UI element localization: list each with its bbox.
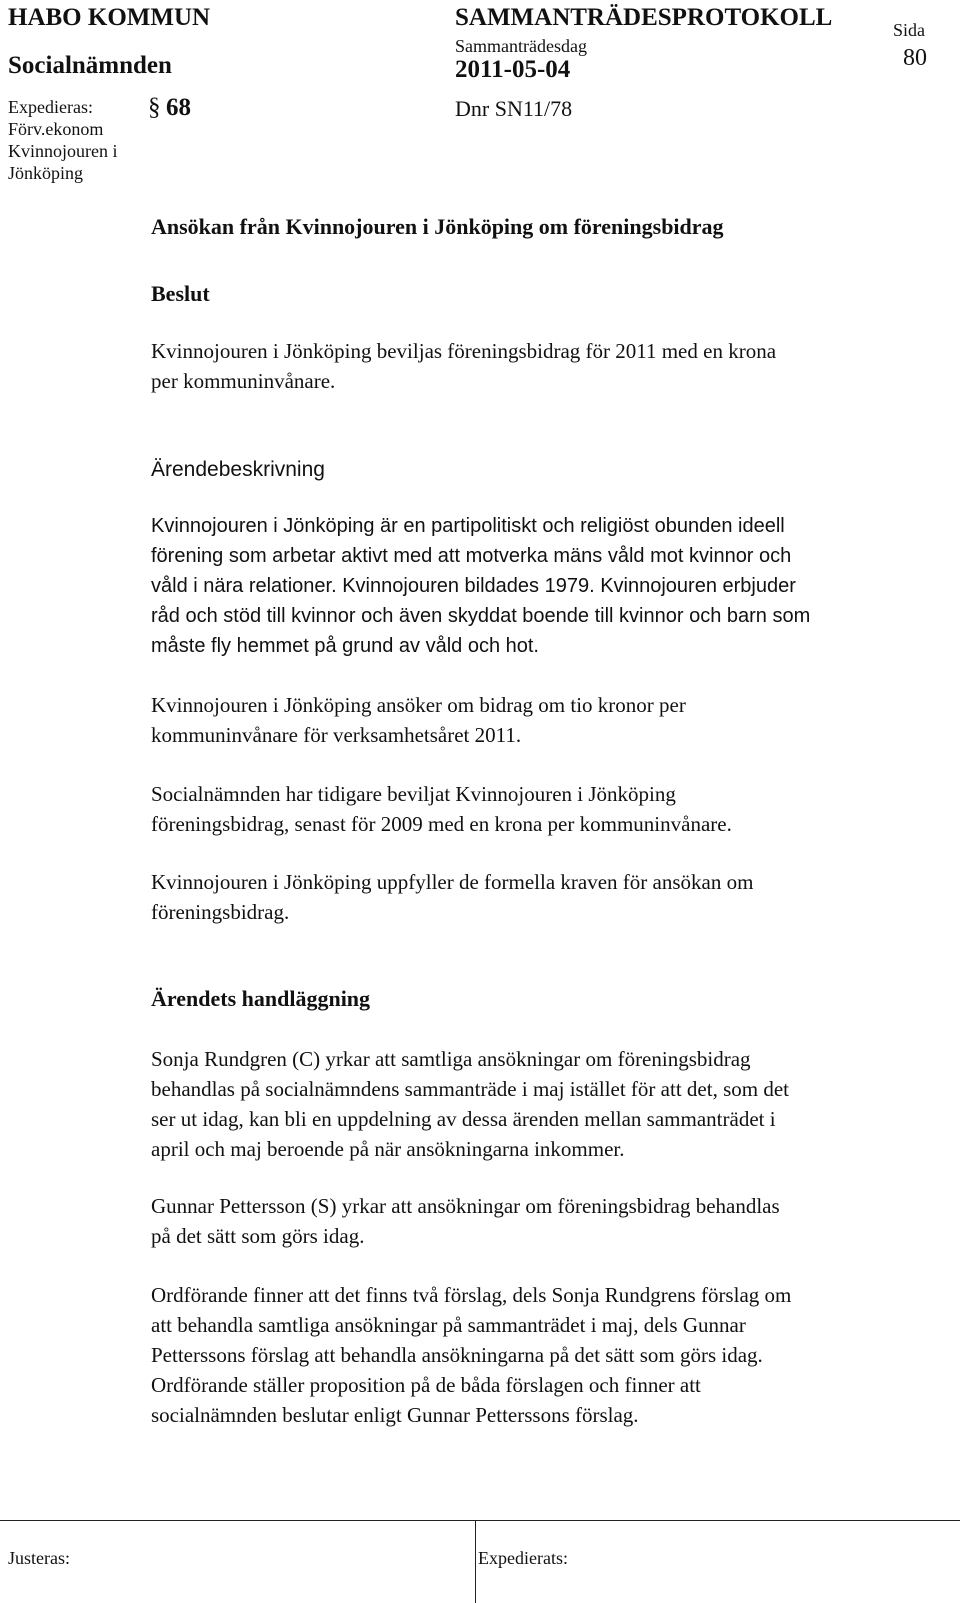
decision-heading: Beslut xyxy=(151,281,210,306)
text-line: våld i nära relationer. Kvinnojouren bildades 1979. Kvinnojouren erbjuder xyxy=(151,575,796,597)
text-line: ser ut idag, kan bli en uppdelning av dessa ärenden mellan sammanträdet i xyxy=(151,1107,776,1131)
handling-paragraph xyxy=(151,1280,941,1430)
text-line: per kommuninvånare. xyxy=(151,369,336,393)
text-line: socialnämnden beslutar enligt Gunnar Petterssons förslag. xyxy=(151,1403,639,1427)
recipient: Kvinnojouren i xyxy=(8,141,118,161)
committee-name: Socialnämnden xyxy=(8,52,172,79)
footer-divider xyxy=(0,1520,960,1521)
description-heading: Ärendebeskrivning xyxy=(151,458,325,481)
decision-text xyxy=(151,336,941,396)
recipient: Jönköping xyxy=(8,163,84,183)
case-title: Ansökan från Kvinnojouren i Jönköping om föreningsbidrag xyxy=(151,214,724,239)
description-paragraph xyxy=(151,779,941,839)
text-line: Kvinnojouren i Jönköping ansöker om bidrag om tio kronor per xyxy=(151,693,686,717)
section-symbol: § xyxy=(148,94,161,121)
text-line: behandlas på socialnämndens sammanträde i maj istället för att det, som det xyxy=(151,1077,789,1101)
text-line: förening som arbetar aktivt med att motverka mäns våld mot kvinnor och xyxy=(151,545,792,567)
description-paragraph xyxy=(151,690,941,750)
handling-paragraph xyxy=(151,1044,941,1164)
text-line: Kvinnojouren i Jönköping uppfyller de formella kraven för ansökan om xyxy=(151,870,754,894)
sent-to-label: Expedieras: xyxy=(8,97,93,117)
organization-name: HABO KOMMUN xyxy=(8,4,211,31)
text-line: Petterssons förslag att behandla ansökningarna på det sätt som görs idag. xyxy=(151,1343,763,1367)
sent-to-block xyxy=(8,96,118,184)
text-line: kommuninvånare för verksamhetsåret 2011. xyxy=(151,723,522,747)
checked-label: Justeras: xyxy=(8,1548,70,1568)
description-paragraph xyxy=(151,867,941,927)
text-line: Socialnämnden har tidigare beviljat Kvinnojouren i Jönköping xyxy=(151,782,676,806)
text-line: Ordförande ställer proposition på de båda förslagen och finner att xyxy=(151,1373,701,1397)
description-paragraph xyxy=(151,511,941,661)
text-line: på det sätt som görs idag. xyxy=(151,1224,365,1248)
footer-column-divider xyxy=(475,1520,476,1603)
dispatched-label: Expedierats: xyxy=(478,1548,568,1568)
text-line: att behandla samtliga ansökningar på sammanträdet i maj, dels Gunnar xyxy=(151,1313,746,1337)
text-line: Gunnar Pettersson (S) yrkar att ansökningar om föreningsbidrag behandlas xyxy=(151,1194,780,1218)
handling-paragraph xyxy=(151,1191,941,1251)
text-line: föreningsbidrag. xyxy=(151,900,290,924)
text-line: Sonja Rundgren (C) yrkar att samtliga ansökningar om föreningsbidrag xyxy=(151,1047,751,1071)
handling-heading: Ärendets handläggning xyxy=(151,986,371,1011)
recipient: Förv.ekonom xyxy=(8,119,104,139)
text-line: föreningsbidrag, senast för 2009 med en krona per kommuninvånare. xyxy=(151,812,732,836)
diary-number: Dnr SN11/78 xyxy=(455,96,573,121)
text-line: Kvinnojouren i Jönköping är en partipolitiskt och religiöst obunden ideell xyxy=(151,515,785,537)
text-line: Kvinnojouren i Jönköping beviljas föreningsbidrag för 2011 med en krona xyxy=(151,339,777,363)
page-label: Sida xyxy=(893,20,926,40)
section-number: 68 xyxy=(166,94,191,121)
document-type: SAMMANTRÄDESPROTOKOLL xyxy=(455,4,833,31)
text-line: Ordförande finner att det finns två förslag, dels Sonja Rundgrens förslag om xyxy=(151,1283,792,1307)
meeting-date-label: Sammanträdesdag xyxy=(455,36,587,56)
page-number: 80 xyxy=(903,45,927,71)
text-line: april och maj beroende på när ansökningarna inkommer. xyxy=(151,1137,625,1161)
text-line: måste fly hemmet på grund av våld och hot. xyxy=(151,635,539,657)
text-line: råd och stöd till kvinnor och även skyddat boende till kvinnor och barn som xyxy=(151,605,811,627)
meeting-date: 2011-05-04 xyxy=(455,56,571,83)
